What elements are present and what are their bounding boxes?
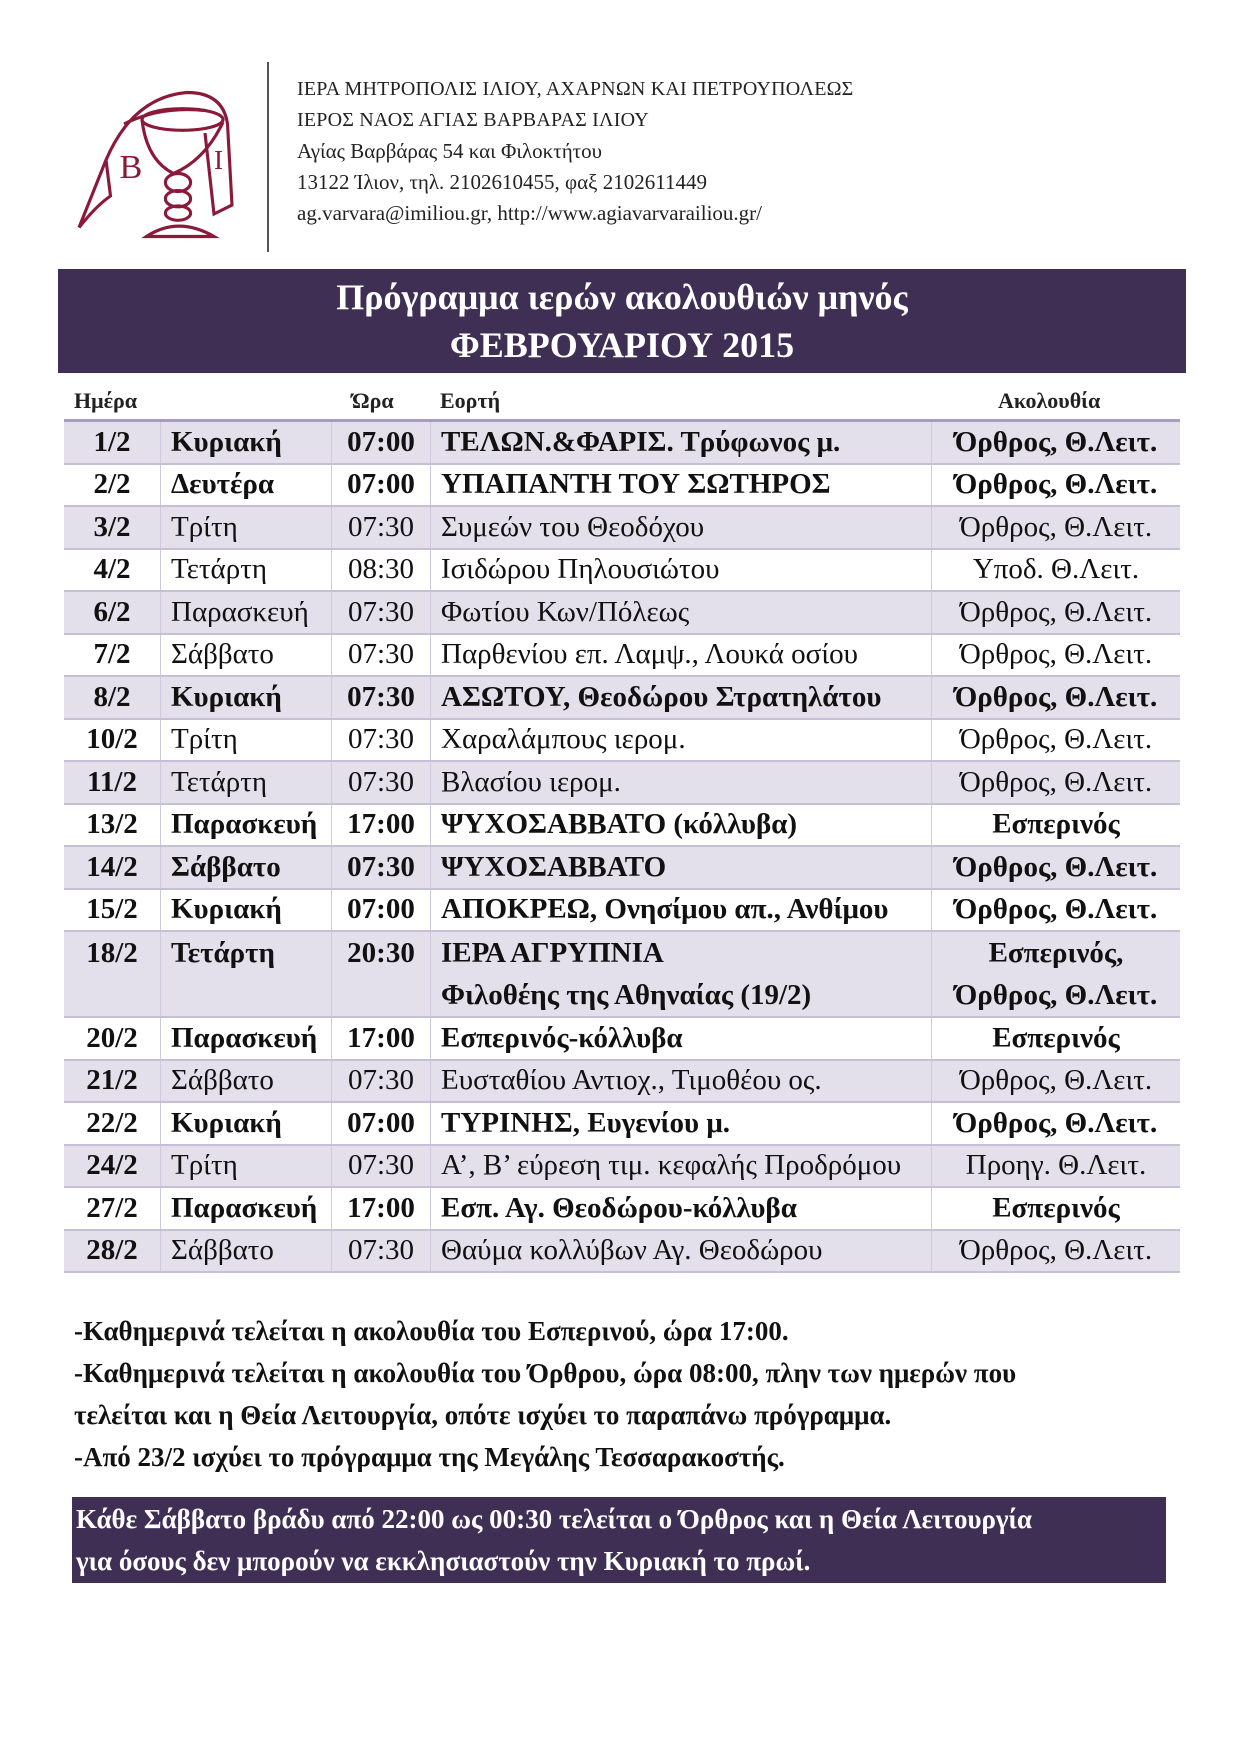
date-cell-text: 24/2 bbox=[86, 1149, 138, 1182]
table-row bbox=[64, 421, 1180, 464]
time-cell-text: 07:30 bbox=[347, 723, 415, 756]
notes-block bbox=[74, 1310, 1016, 1478]
table-row bbox=[64, 1017, 1180, 1060]
service-cell bbox=[932, 464, 1181, 507]
day-cell bbox=[161, 549, 332, 592]
feast-cell bbox=[431, 804, 932, 847]
feast-cell-text: Εσπ. Αγ. Θεοδώρου-κόλλυβα bbox=[441, 1191, 797, 1224]
service-cell-text: Όρθρος, Θ.Λειτ. bbox=[954, 680, 1158, 713]
day-cell-text: Τρίτη bbox=[171, 1149, 238, 1182]
table-row bbox=[64, 1145, 1180, 1188]
service-cell bbox=[932, 421, 1181, 464]
day-cell-text: Κυριακή bbox=[171, 680, 282, 713]
service-cell-text: Όρθρος, Θ.Λειτ. bbox=[959, 1234, 1153, 1267]
feast-cell-text: Συμεών του Θεοδόχου bbox=[441, 510, 705, 543]
feast-cell bbox=[431, 549, 932, 592]
table-row bbox=[64, 761, 1180, 804]
date-cell-text: 2/2 bbox=[93, 468, 131, 501]
time-cell bbox=[332, 719, 431, 762]
date-cell-text: 15/2 bbox=[86, 893, 138, 926]
date-cell bbox=[64, 719, 161, 762]
metropolis-name: ΙΕΡΑ ΜΗΤΡΟΠΟΛΙΣ ΙΛΙΟΥ, ΑΧΑΡΝΩΝ ΚΑΙ ΠΕΤΡΟΥΠΟΛΕΩΣ bbox=[297, 78, 854, 100]
feast-cell bbox=[431, 506, 932, 549]
time-cell bbox=[332, 634, 431, 677]
church-name: ΙΕΡΟΣ ΝΑΟΣ ΑΓΙΑΣ ΒΑΡΒΑΡΑΣ ΙΛΙΟΥ bbox=[297, 109, 649, 131]
service-cell bbox=[932, 506, 1181, 549]
time-cell-text: 07:30 bbox=[347, 1149, 415, 1182]
note-line: -Καθημερινά τελείται η ακολουθία του Εσπερινού, ώρα 17:00. bbox=[74, 1316, 789, 1346]
feast-cell bbox=[431, 1017, 932, 1060]
feast-cell-text: ΤΥΡΙΝΗΣ, Ευγενίου μ. bbox=[441, 1106, 731, 1139]
time-cell bbox=[332, 1145, 431, 1188]
feast-cell bbox=[431, 421, 932, 464]
time-cell bbox=[332, 1060, 431, 1103]
table-row bbox=[64, 506, 1180, 549]
feast-cell-text: ΨΥΧΟΣΑΒΒΑΤΟ (κόλλυβα) bbox=[441, 808, 798, 841]
time-cell bbox=[332, 889, 431, 932]
feast-cell bbox=[431, 889, 932, 932]
schedule-table bbox=[64, 419, 1180, 1273]
service-cell bbox=[932, 1060, 1181, 1103]
day-cell bbox=[161, 761, 332, 804]
feast-cell-text: ΑΣΩΤΟΥ, Θεοδώρου Στρατηλάτου bbox=[441, 680, 882, 713]
date-cell-text: 8/2 bbox=[93, 680, 131, 713]
time-cell bbox=[332, 1017, 431, 1060]
table-row bbox=[64, 719, 1180, 762]
time-cell-text: 17:00 bbox=[347, 808, 415, 841]
email-website: ag.varvara@imiliou.gr, http://www.agiavarvarailiou.gr/ bbox=[297, 201, 762, 225]
day-cell bbox=[161, 846, 332, 889]
time-cell bbox=[332, 804, 431, 847]
notice-line-1: Κάθε Σάββατο βράδυ από 22:00 ως 00:30 τελείται ο Όρθρος και η Θεία Λειτουργία bbox=[76, 1504, 1032, 1534]
address: Αγίας Βαρβάρας 54 και Φιλοκτήτου bbox=[297, 139, 603, 163]
feast-cell-text: Χαραλάμπους ιερομ. bbox=[441, 723, 686, 756]
feast-cell-text: Εσπερινός-κόλλυβα bbox=[441, 1021, 683, 1054]
day-cell bbox=[161, 1230, 332, 1273]
table-row bbox=[64, 1187, 1180, 1230]
service-cell-text: Όρθρος, Θ.Λειτ. bbox=[959, 595, 1153, 628]
service-cell-text: Όρθρος, Θ.Λειτ. bbox=[954, 893, 1158, 926]
time-cell-text: 07:30 bbox=[347, 850, 415, 883]
date-cell-text: 18/2 bbox=[86, 937, 138, 969]
day-cell-text: Τετάρτη bbox=[171, 937, 276, 969]
feast-cell bbox=[431, 634, 932, 677]
service-cell-text: Εσπερινός bbox=[992, 1021, 1120, 1054]
day-cell-text: Τετάρτη bbox=[171, 553, 268, 586]
date-cell bbox=[64, 1017, 161, 1060]
table-row bbox=[64, 1230, 1180, 1273]
day-cell-text: Παρασκευή bbox=[171, 595, 309, 628]
service-cell bbox=[932, 846, 1181, 889]
date-cell bbox=[64, 676, 161, 719]
time-cell-text: 07:30 bbox=[347, 680, 415, 713]
service-cell bbox=[932, 804, 1181, 847]
table-row bbox=[64, 1102, 1180, 1145]
date-cell bbox=[64, 1230, 161, 1273]
feast-cell bbox=[431, 1145, 932, 1188]
date-cell bbox=[64, 931, 161, 1017]
service-cell-text: Όρθρος, Θ.Λειτ. bbox=[954, 1106, 1158, 1139]
time-cell-text: 07:30 bbox=[347, 1234, 415, 1267]
time-cell-text: 07:30 bbox=[347, 638, 415, 671]
table-row bbox=[64, 676, 1180, 719]
title-line-2: ΦΕΒΡΟΥΑΡΙΟΥ 2015 bbox=[449, 325, 795, 365]
service-cell-text: Εσπερινός bbox=[992, 1191, 1120, 1224]
day-cell-text: Κυριακή bbox=[171, 893, 282, 926]
note-line: -Καθημερινά τελείται η ακολουθία του Όρθρου, ώρα 08:00, πλην των ημερών που bbox=[74, 1358, 1017, 1388]
phone-fax: 13122 Ίλιον, τηλ. 2102610455, φαξ 2102611449 bbox=[297, 170, 708, 194]
day-cell bbox=[161, 634, 332, 677]
feast-cell bbox=[431, 464, 932, 507]
time-cell-text: 07:30 bbox=[347, 595, 415, 628]
day-cell-text: Τετάρτη bbox=[171, 765, 268, 798]
date-cell-text: 21/2 bbox=[86, 1064, 138, 1097]
feast-cell bbox=[431, 846, 932, 889]
time-cell bbox=[332, 421, 431, 464]
time-cell-text: 08:30 bbox=[347, 553, 415, 586]
table-row bbox=[64, 889, 1180, 932]
col-header-day: Ημέρα bbox=[74, 388, 138, 413]
saturday-night-notice bbox=[72, 1497, 1166, 1583]
service-cell bbox=[932, 591, 1181, 634]
time-cell-text: 07:00 bbox=[347, 468, 415, 501]
service-cell bbox=[932, 889, 1181, 932]
col-header-service: Ακολουθία bbox=[998, 388, 1101, 413]
date-cell bbox=[64, 506, 161, 549]
day-cell bbox=[161, 804, 332, 847]
feast-cell-text: Ευσταθίου Αντιοχ., Τιμοθέου ος. bbox=[441, 1064, 822, 1097]
date-cell-text: 27/2 bbox=[86, 1191, 138, 1224]
time-cell bbox=[332, 931, 431, 1017]
schedule-title-banner bbox=[58, 269, 1186, 373]
note-line: -Από 23/2 ισχύει το πρόγραμμα της Μεγάλης Τεσσαρακοστής. bbox=[74, 1442, 785, 1472]
feast-cell bbox=[431, 931, 932, 1017]
service-cell-text: Όρθρος, Θ.Λειτ. bbox=[959, 510, 1153, 543]
date-cell-text: 6/2 bbox=[93, 595, 131, 628]
service-cell bbox=[932, 761, 1181, 804]
feast-cell bbox=[431, 719, 932, 762]
feast-cell-text: Φιλοθέης της Αθηναίας (19/2) bbox=[441, 979, 812, 1011]
time-cell-text: 07:00 bbox=[347, 893, 415, 926]
service-cell-text: Όρθρος, Θ.Λειτ. bbox=[959, 723, 1153, 756]
day-cell-text: Τρίτη bbox=[171, 510, 238, 543]
time-cell bbox=[332, 506, 431, 549]
feast-cell bbox=[431, 1060, 932, 1103]
date-cell bbox=[64, 1187, 161, 1230]
feast-cell bbox=[431, 761, 932, 804]
feast-cell bbox=[431, 1230, 932, 1273]
time-cell-text: 07:00 bbox=[347, 1106, 415, 1139]
day-cell bbox=[161, 591, 332, 634]
time-cell bbox=[332, 761, 431, 804]
day-cell-text: Τρίτη bbox=[171, 723, 238, 756]
service-cell-text: Όρθρος, Θ.Λειτ. bbox=[954, 468, 1158, 501]
date-cell bbox=[64, 761, 161, 804]
svg-text:B: B bbox=[119, 149, 143, 186]
service-cell-text: Προηγ. Θ.Λειτ. bbox=[965, 1149, 1147, 1182]
day-cell bbox=[161, 1102, 332, 1145]
day-cell bbox=[161, 889, 332, 932]
time-cell-text: 17:00 bbox=[347, 1191, 415, 1224]
date-cell bbox=[64, 634, 161, 677]
col-header-time: Ώρα bbox=[352, 388, 394, 413]
date-cell bbox=[64, 804, 161, 847]
date-cell-text: 28/2 bbox=[86, 1234, 138, 1267]
date-cell bbox=[64, 464, 161, 507]
date-cell bbox=[64, 549, 161, 592]
time-cell bbox=[332, 591, 431, 634]
time-cell bbox=[332, 846, 431, 889]
time-cell bbox=[332, 1230, 431, 1273]
service-cell-text: Όρθρος, Θ.Λειτ. bbox=[959, 1064, 1153, 1097]
feast-cell-text: Παρθενίου επ. Λαμψ., Λουκά οσίου bbox=[441, 638, 858, 671]
date-cell bbox=[64, 1102, 161, 1145]
time-cell bbox=[332, 1102, 431, 1145]
date-cell bbox=[64, 1060, 161, 1103]
time-cell-text: 17:00 bbox=[347, 1021, 415, 1054]
time-cell bbox=[332, 464, 431, 507]
day-cell-text: Σάββατο bbox=[171, 638, 274, 671]
feast-cell-text: Βλασίου ιερομ. bbox=[441, 765, 621, 798]
day-cell bbox=[161, 931, 332, 1017]
service-cell bbox=[932, 1017, 1181, 1060]
feast-cell bbox=[431, 591, 932, 634]
service-cell-text: Όρθρος, Θ.Λειτ. bbox=[959, 638, 1153, 671]
time-cell bbox=[332, 676, 431, 719]
table-row bbox=[64, 591, 1180, 634]
day-cell-text: Σάββατο bbox=[171, 1234, 274, 1267]
time-cell bbox=[332, 1187, 431, 1230]
day-cell bbox=[161, 1187, 332, 1230]
day-cell bbox=[161, 1017, 332, 1060]
service-cell-text: Όρθρος, Θ.Λειτ. bbox=[959, 765, 1153, 798]
time-cell-text: 07:00 bbox=[347, 425, 415, 458]
service-cell-text: Όρθρος, Θ.Λειτ. bbox=[954, 979, 1158, 1011]
feast-cell-text: Ισιδώρου Πηλουσιώτου bbox=[441, 553, 720, 586]
date-cell-text: 3/2 bbox=[93, 510, 131, 543]
day-cell bbox=[161, 464, 332, 507]
day-cell bbox=[161, 1060, 332, 1103]
day-cell-text: Παρασκευή bbox=[171, 808, 318, 841]
date-cell bbox=[64, 889, 161, 932]
table-row bbox=[64, 464, 1180, 507]
feast-cell bbox=[431, 1102, 932, 1145]
date-cell-text: 10/2 bbox=[86, 723, 138, 756]
table-header bbox=[64, 386, 1180, 416]
title-line-1: Πρόγραμμα ιερών ακολουθιών μηνός bbox=[336, 277, 908, 317]
church-contact-block bbox=[297, 74, 854, 229]
service-cell-text: Όρθρος, Θ.Λειτ. bbox=[954, 425, 1158, 458]
day-cell-text: Σάββατο bbox=[171, 1064, 274, 1097]
day-cell-text: Κυριακή bbox=[171, 1106, 282, 1139]
service-cell-text: Εσπερινός bbox=[992, 808, 1120, 841]
table-row bbox=[64, 846, 1180, 889]
date-cell-text: 14/2 bbox=[86, 850, 138, 883]
time-cell-text: 07:30 bbox=[347, 765, 415, 798]
day-cell-text: Παρασκευή bbox=[171, 1021, 318, 1054]
time-cell-text: 20:30 bbox=[347, 937, 415, 969]
date-cell-text: 4/2 bbox=[93, 553, 131, 586]
day-cell-text: Παρασκευή bbox=[171, 1191, 318, 1224]
feast-cell-text: ΨΥΧΟΣΑΒΒΑΤΟ bbox=[441, 850, 667, 883]
feast-cell-text: Θαύμα κολλύβων Αγ. Θεοδώρου bbox=[441, 1234, 823, 1267]
feast-cell-text: ΑΠΟΚΡΕΩ, Ονησίμου απ., Ανθίμου bbox=[441, 893, 889, 926]
date-cell bbox=[64, 421, 161, 464]
table-row bbox=[64, 549, 1180, 592]
feast-cell-text: ΥΠΑΠΑΝΤΗ ΤΟΥ ΣΩΤΗΡΟΣ bbox=[441, 468, 831, 501]
header-divider bbox=[267, 62, 269, 252]
svg-text:I: I bbox=[214, 145, 224, 175]
time-cell bbox=[332, 549, 431, 592]
date-cell-text: 22/2 bbox=[86, 1106, 138, 1139]
feast-cell-text: Α’, Β’ εύρεση τιμ. κεφαλής Προδρόμου bbox=[441, 1149, 902, 1182]
feast-cell bbox=[431, 676, 932, 719]
service-cell bbox=[932, 549, 1181, 592]
date-cell-text: 20/2 bbox=[86, 1021, 138, 1054]
service-cell bbox=[932, 1187, 1181, 1230]
day-cell-text: Κυριακή bbox=[171, 425, 282, 458]
date-cell-text: 7/2 bbox=[93, 638, 131, 671]
feast-cell bbox=[431, 1187, 932, 1230]
note-line: τελείται και η Θεία Λειτουργία, οπότε ισχύει το παραπάνω πρόγραμμα. bbox=[74, 1400, 892, 1430]
feast-cell-text: ΙΕΡΑ ΑΓΡΥΠΝΙΑ bbox=[441, 937, 664, 969]
time-cell-text: 07:30 bbox=[347, 510, 415, 543]
feast-cell-text: Φωτίου Κων/Πόλεως bbox=[441, 595, 690, 628]
day-cell bbox=[161, 676, 332, 719]
table-row bbox=[64, 1060, 1180, 1103]
service-cell bbox=[932, 634, 1181, 677]
service-cell-text: Όρθρος, Θ.Λειτ. bbox=[954, 850, 1158, 883]
day-cell bbox=[161, 421, 332, 464]
chalice-logo-icon bbox=[70, 70, 250, 250]
table-row bbox=[64, 634, 1180, 677]
col-header-feast: Εορτή bbox=[440, 388, 501, 413]
service-cell-text: Υποδ. Θ.Λειτ. bbox=[972, 553, 1140, 586]
notice-line-2: για όσους δεν μπορούν να εκκλησιαστούν την Κυριακή το πρωί. bbox=[76, 1546, 811, 1576]
day-cell-text: Δευτέρα bbox=[171, 468, 275, 501]
service-cell bbox=[932, 1102, 1181, 1145]
date-cell bbox=[64, 1145, 161, 1188]
service-cell-text: Εσπερινός, bbox=[988, 937, 1124, 969]
feast-cell-text: ΤΕΛΩΝ.&ΦΑΡΙΣ. Τρύφωνος μ. bbox=[441, 425, 841, 458]
date-cell bbox=[64, 846, 161, 889]
table-row bbox=[64, 931, 1180, 1017]
date-cell-text: 11/2 bbox=[87, 765, 137, 798]
date-cell-text: 1/2 bbox=[93, 425, 131, 458]
day-cell bbox=[161, 1145, 332, 1188]
day-cell-text: Σάββατο bbox=[171, 850, 281, 883]
date-cell bbox=[64, 591, 161, 634]
date-cell-text: 13/2 bbox=[86, 808, 138, 841]
service-cell bbox=[932, 676, 1181, 719]
day-cell bbox=[161, 506, 332, 549]
service-cell bbox=[932, 1145, 1181, 1188]
time-cell-text: 07:30 bbox=[347, 1064, 415, 1097]
service-cell bbox=[932, 931, 1181, 1017]
service-cell bbox=[932, 1230, 1181, 1273]
service-cell bbox=[932, 719, 1181, 762]
table-row bbox=[64, 804, 1180, 847]
day-cell bbox=[161, 719, 332, 762]
